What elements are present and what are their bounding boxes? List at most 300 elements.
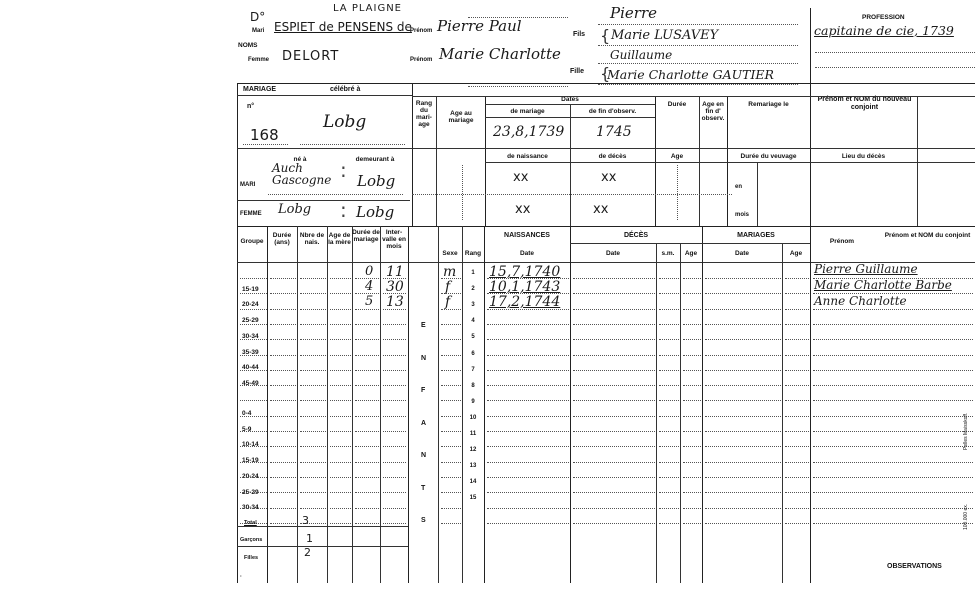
- deces-age-header: Age: [684, 250, 698, 257]
- row-line: [300, 309, 326, 310]
- row-line: [355, 416, 379, 417]
- fille-label: Fille: [570, 68, 585, 75]
- rank-number: 13: [469, 463, 477, 470]
- enfants-letter: T: [421, 484, 426, 492]
- row-line: [813, 462, 973, 463]
- row-line: [487, 477, 569, 478]
- row-line: [330, 293, 351, 294]
- row-line: [705, 508, 781, 509]
- row-line: [240, 309, 267, 310]
- en-label: en: [735, 184, 743, 190]
- row-line: [441, 462, 461, 463]
- child-2-sexe: f: [445, 279, 451, 295]
- prenom-label-wife: Prénom: [410, 57, 433, 63]
- row-line: [441, 355, 461, 356]
- naissance-label: de naissance: [507, 153, 548, 160]
- brace-fils: {: [600, 26, 611, 45]
- row-line: [270, 431, 296, 432]
- row-line: [659, 416, 679, 417]
- nbre-header: Nbre de nais.: [299, 232, 325, 246]
- row-line: [683, 508, 701, 509]
- row-line: [487, 446, 569, 447]
- row-line: [813, 370, 973, 371]
- row-line: [785, 309, 809, 310]
- row-line: [487, 523, 569, 524]
- row-line: [573, 324, 655, 325]
- row-line: [573, 309, 655, 310]
- rank-number: 2: [471, 286, 475, 293]
- fils-label: Fils: [573, 31, 586, 38]
- row-line: [705, 462, 781, 463]
- mari-separator: :: [340, 158, 347, 182]
- row-line: [659, 477, 679, 478]
- row-line: [705, 523, 781, 524]
- row-line: [355, 400, 379, 401]
- row-line: [300, 293, 326, 294]
- row-line: [240, 446, 267, 447]
- dates-label: Dates: [561, 96, 579, 103]
- row-line: [270, 355, 296, 356]
- group-label: 0-4: [242, 410, 252, 417]
- row-line: [785, 477, 809, 478]
- row-line: [705, 370, 781, 371]
- fin-observ-label: de fin d'observ.: [588, 108, 637, 115]
- row-line: [441, 309, 461, 310]
- row-line: [785, 370, 809, 371]
- row-line: [659, 370, 679, 371]
- child-2-date: 10,1,1743: [489, 279, 561, 295]
- row-line: [330, 385, 351, 386]
- row-line: [300, 492, 326, 493]
- row-line: [487, 462, 569, 463]
- row-line: [383, 462, 406, 463]
- husband-mother: Marie LUSAVEY: [611, 28, 719, 43]
- group-label: 35-39: [242, 348, 259, 356]
- row-line: [383, 431, 406, 432]
- row-line: [240, 477, 267, 478]
- row-line: [705, 385, 781, 386]
- rank-number: 4: [471, 318, 475, 325]
- row-line: [487, 508, 569, 509]
- duree-label: Durée: [667, 101, 687, 108]
- row-line: [270, 309, 296, 310]
- age-fin-label: Age en fin d' observ.: [701, 101, 725, 122]
- row-line: [659, 324, 679, 325]
- row-line: [683, 523, 701, 524]
- groupe-header: Groupe: [240, 238, 264, 245]
- row-line: [330, 400, 351, 401]
- row-line: [487, 385, 569, 386]
- row-line: [355, 446, 379, 447]
- row-line: [813, 431, 973, 432]
- mariage-number: 168: [250, 126, 279, 144]
- no-label: n°: [247, 103, 255, 110]
- row-line: [573, 400, 655, 401]
- row-line: [300, 355, 326, 356]
- conjoint-header: Prénom et NOM du conjoint: [884, 232, 971, 239]
- mari-birth: xx: [513, 170, 529, 185]
- femme-born: Lobg: [278, 202, 312, 217]
- husband-firstname: Pierre Paul: [437, 17, 522, 35]
- row-line: [573, 370, 655, 371]
- enfants-letter: E: [421, 322, 426, 329]
- row-line: [355, 339, 379, 340]
- row-line: [270, 416, 296, 417]
- rank-number: 9: [471, 398, 475, 405]
- print-run-mark: 100.000 ex.: [963, 503, 969, 530]
- group-label: 10-14: [242, 441, 259, 449]
- wife-firstname: Marie Charlotte: [439, 45, 561, 63]
- row-line: [813, 523, 973, 524]
- child-2-duree: 4: [365, 279, 374, 294]
- row-line: [705, 339, 781, 340]
- wife-mother: Marie Charlotte GAUTIER: [607, 67, 774, 82]
- row-line: [441, 370, 461, 371]
- observations-label: OBSERVATIONS: [887, 563, 942, 570]
- row-line: [300, 477, 326, 478]
- enfants-letter: N: [421, 354, 427, 362]
- row-line: [330, 278, 351, 279]
- publisher-mark: Pelles Maisskoff.: [963, 412, 969, 450]
- group-label: 20-24: [242, 301, 259, 309]
- row-line: [355, 462, 379, 463]
- row-line: [487, 416, 569, 417]
- profession-label: PROFESSION: [862, 14, 905, 21]
- row-line: [659, 385, 679, 386]
- prenom-label-husband: Prénom: [410, 28, 433, 34]
- row-line: [785, 324, 809, 325]
- mariage-label: MARIAGE: [243, 86, 277, 93]
- row-line: [300, 416, 326, 417]
- row-line: [355, 523, 379, 524]
- garcons-label: Garçons: [240, 537, 263, 543]
- profession-value: capitaine de cie, 1739: [814, 23, 954, 38]
- row-line: [705, 309, 781, 310]
- row-line: [270, 523, 296, 524]
- filles-label: Filles: [244, 555, 259, 561]
- row-line: [355, 492, 379, 493]
- row-line: [705, 492, 781, 493]
- row-line: [383, 339, 406, 340]
- filles-dot: ·: [240, 574, 242, 580]
- row-line: [573, 278, 655, 279]
- row-line: [785, 355, 809, 356]
- village-name: LA PLAIGNE: [333, 3, 402, 14]
- wife-surname: DELORT: [282, 49, 340, 64]
- row-line: [330, 477, 351, 478]
- row-line: [683, 385, 701, 386]
- child-2-intervalle: 30: [386, 279, 404, 295]
- row-line: [659, 446, 679, 447]
- row-line: [270, 293, 296, 294]
- mari-row-label: MARI: [240, 182, 256, 188]
- row-line: [270, 278, 296, 279]
- rank-number: 12: [469, 447, 477, 454]
- group-label: 15-19: [242, 457, 259, 465]
- row-line: [240, 508, 267, 509]
- row-line: [330, 309, 351, 310]
- duree-veuvage-label: Durée du veuvage: [740, 153, 797, 160]
- row-line: [330, 416, 351, 417]
- garcons-value: 1: [306, 532, 313, 545]
- row-line: [240, 462, 267, 463]
- row-line: [441, 416, 461, 417]
- rank-number: 15: [469, 495, 477, 502]
- row-line: [441, 446, 461, 447]
- row-line: [785, 446, 809, 447]
- row-line: [683, 339, 701, 340]
- row-line: [659, 309, 679, 310]
- row-line: [330, 446, 351, 447]
- row-line: [573, 523, 655, 524]
- intervalle-header: Inter- valle en mois: [382, 229, 406, 250]
- row-line: [573, 446, 655, 447]
- row-line: [240, 416, 267, 417]
- child-1-duree: 0: [365, 264, 374, 279]
- row-line: [659, 431, 679, 432]
- group-label: 40-44: [242, 364, 259, 372]
- row-line: [300, 339, 326, 340]
- child-3-date: 17,2,1744: [489, 294, 561, 310]
- row-line: [355, 431, 379, 432]
- row-line: [330, 355, 351, 356]
- row-line: [330, 462, 351, 463]
- row-line: [383, 400, 406, 401]
- age2-label: Age: [670, 153, 684, 160]
- filles-value: 2: [304, 546, 311, 559]
- femme-row-label: FEMME: [240, 211, 262, 217]
- rank-number: 7: [471, 366, 475, 373]
- femme-separator: :: [340, 198, 347, 222]
- rank-number: 14: [469, 479, 477, 486]
- row-line: [573, 355, 655, 356]
- rank-number: 8: [471, 382, 475, 389]
- row-line: [785, 400, 809, 401]
- group-label: 20-24: [242, 472, 259, 480]
- row-line: [270, 370, 296, 371]
- rank-number: 1: [471, 270, 475, 276]
- naissances-header: NAISSANCES: [504, 232, 550, 239]
- row-line: [785, 339, 809, 340]
- femme-death: xx: [593, 202, 609, 217]
- row-line: [441, 324, 461, 325]
- child-3-intervalle: 13: [386, 294, 404, 310]
- celebre-label: célébré à: [330, 86, 361, 93]
- row-line: [300, 278, 326, 279]
- child-1-prenom: Pierre Guillaume: [814, 262, 918, 276]
- row-line: [487, 400, 569, 401]
- row-line: [659, 339, 679, 340]
- row-line: [573, 431, 655, 432]
- child-2-prenom: Marie Charlotte Barbe: [814, 278, 952, 292]
- row-line: [705, 431, 781, 432]
- fin-observ-value: 1745: [596, 124, 632, 140]
- row-line: [813, 309, 973, 310]
- row-line: [659, 508, 679, 509]
- nouveau-conjoint-label: Prénom et NOM du nouveau conjoint: [817, 96, 912, 111]
- row-line: [705, 400, 781, 401]
- prenom-header: Prénom: [829, 238, 855, 245]
- row-line: [383, 446, 406, 447]
- enfants-letter: S: [421, 517, 426, 524]
- row-line: [355, 477, 379, 478]
- mari-born: Auch Gascogne: [272, 161, 332, 187]
- row-line: [240, 370, 267, 371]
- row-line: [683, 462, 701, 463]
- row-line: [813, 477, 973, 478]
- row-line: [785, 462, 809, 463]
- row-line: [441, 293, 461, 294]
- row-line: [240, 324, 267, 325]
- row-line: [240, 293, 267, 294]
- row-line: [441, 492, 461, 493]
- row-line: [813, 339, 973, 340]
- rank-number: 11: [469, 431, 477, 437]
- row-line: [270, 446, 296, 447]
- child-3-prenom: Anne Charlotte: [814, 294, 907, 308]
- row-line: [487, 370, 569, 371]
- row-line: [573, 508, 655, 509]
- row-line: [785, 416, 809, 417]
- row-line: [330, 492, 351, 493]
- deces-header: DÉCÈS: [623, 232, 649, 239]
- sexe-header: Sexe: [442, 250, 458, 257]
- group-label: 30-34: [242, 504, 259, 512]
- row-line: [683, 431, 701, 432]
- deces-date-header: Date: [605, 250, 621, 257]
- group-label: 5-9: [242, 425, 252, 433]
- row-line: [240, 385, 267, 386]
- mari-lives: Lobg: [357, 172, 396, 190]
- row-line: [240, 492, 267, 493]
- row-line: [300, 385, 326, 386]
- duree-mariage-header: Durée de mariage: [352, 229, 380, 243]
- row-line: [683, 416, 701, 417]
- rank-number: 6: [471, 350, 475, 357]
- row-line: [683, 278, 701, 279]
- brace-fille: {: [600, 64, 611, 83]
- row-line: [270, 400, 296, 401]
- group-label: 45-49: [242, 379, 259, 387]
- femme-birth: xx: [515, 202, 531, 217]
- row-line: [270, 339, 296, 340]
- row-line: [300, 370, 326, 371]
- row-line: [813, 385, 973, 386]
- row-line: [705, 293, 781, 294]
- deces-label: de décès: [598, 153, 627, 160]
- row-line: [813, 446, 973, 447]
- row-line: [240, 355, 267, 356]
- row-line: [270, 385, 296, 386]
- femme-label: Femme: [248, 57, 270, 63]
- husband-father: Pierre: [610, 4, 657, 22]
- total-label: Total: [244, 520, 257, 526]
- row-line: [813, 492, 973, 493]
- row-line: [683, 492, 701, 493]
- row-line: [330, 431, 351, 432]
- row-line: [330, 339, 351, 340]
- row-line: [383, 416, 406, 417]
- rank-number: 10: [469, 414, 477, 421]
- row-line: [659, 462, 679, 463]
- row-line: [383, 492, 406, 493]
- row-line: [300, 431, 326, 432]
- row-line: [659, 293, 679, 294]
- mari-death: xx: [601, 170, 617, 185]
- row-line: [683, 400, 701, 401]
- wife-father: Guillaume: [610, 48, 673, 62]
- row-line: [270, 508, 296, 509]
- row-line: [683, 324, 701, 325]
- duree-header: Durée (ans): [272, 232, 292, 246]
- row-line: [785, 385, 809, 386]
- enfants-letter: F: [421, 387, 426, 394]
- rank-number: 5: [471, 334, 475, 341]
- total-value: 3: [302, 514, 309, 527]
- row-line: [355, 370, 379, 371]
- row-line: [441, 385, 461, 386]
- child-3-duree: 5: [365, 294, 374, 309]
- date-mariage-label: de mariage: [510, 108, 545, 115]
- row-line: [240, 400, 267, 401]
- remariage-label: Remariage le: [748, 101, 789, 108]
- naiss-date-header: Date: [519, 250, 535, 257]
- age-mere-header: Age de la mère: [328, 232, 351, 246]
- row-line: [705, 416, 781, 417]
- row-line: [659, 523, 679, 524]
- row-line: [785, 293, 809, 294]
- row-line: [240, 339, 267, 340]
- child-1-intervalle: 11: [386, 264, 404, 280]
- row-line: [785, 278, 809, 279]
- row-line: [355, 385, 379, 386]
- row-line: [300, 508, 326, 509]
- row-line: [300, 324, 326, 325]
- row-line: [573, 477, 655, 478]
- row-line: [683, 309, 701, 310]
- rang-header: Rang: [464, 250, 482, 257]
- row-line: [441, 477, 461, 478]
- row-line: [355, 355, 379, 356]
- row-line: [441, 523, 461, 524]
- row-line: [659, 355, 679, 356]
- noms-label: NOMS: [238, 42, 258, 49]
- row-line: [383, 355, 406, 356]
- row-line: [813, 508, 973, 509]
- row-line: [330, 508, 351, 509]
- rank-number: 3: [471, 302, 475, 309]
- row-line: [785, 431, 809, 432]
- enfants-letter: A: [421, 419, 427, 427]
- lieu-deces-label: Lieu du décès: [841, 153, 886, 160]
- row-line: [683, 355, 701, 356]
- row-line: [573, 385, 655, 386]
- husband-surname: ESPIET de PENSENS de: [274, 20, 412, 34]
- row-line: [441, 431, 461, 432]
- row-line: [785, 492, 809, 493]
- row-line: [705, 477, 781, 478]
- ne-a-label: né à: [293, 156, 307, 163]
- group-label: 30-34: [242, 332, 259, 340]
- row-line: [240, 431, 267, 432]
- row-line: [441, 339, 461, 340]
- row-line: [383, 508, 406, 509]
- row-line: [330, 523, 351, 524]
- row-line: [300, 400, 326, 401]
- row-line: [240, 278, 267, 279]
- demeurant-label: demeurant à: [355, 156, 395, 163]
- mari-label: Mari: [252, 28, 265, 34]
